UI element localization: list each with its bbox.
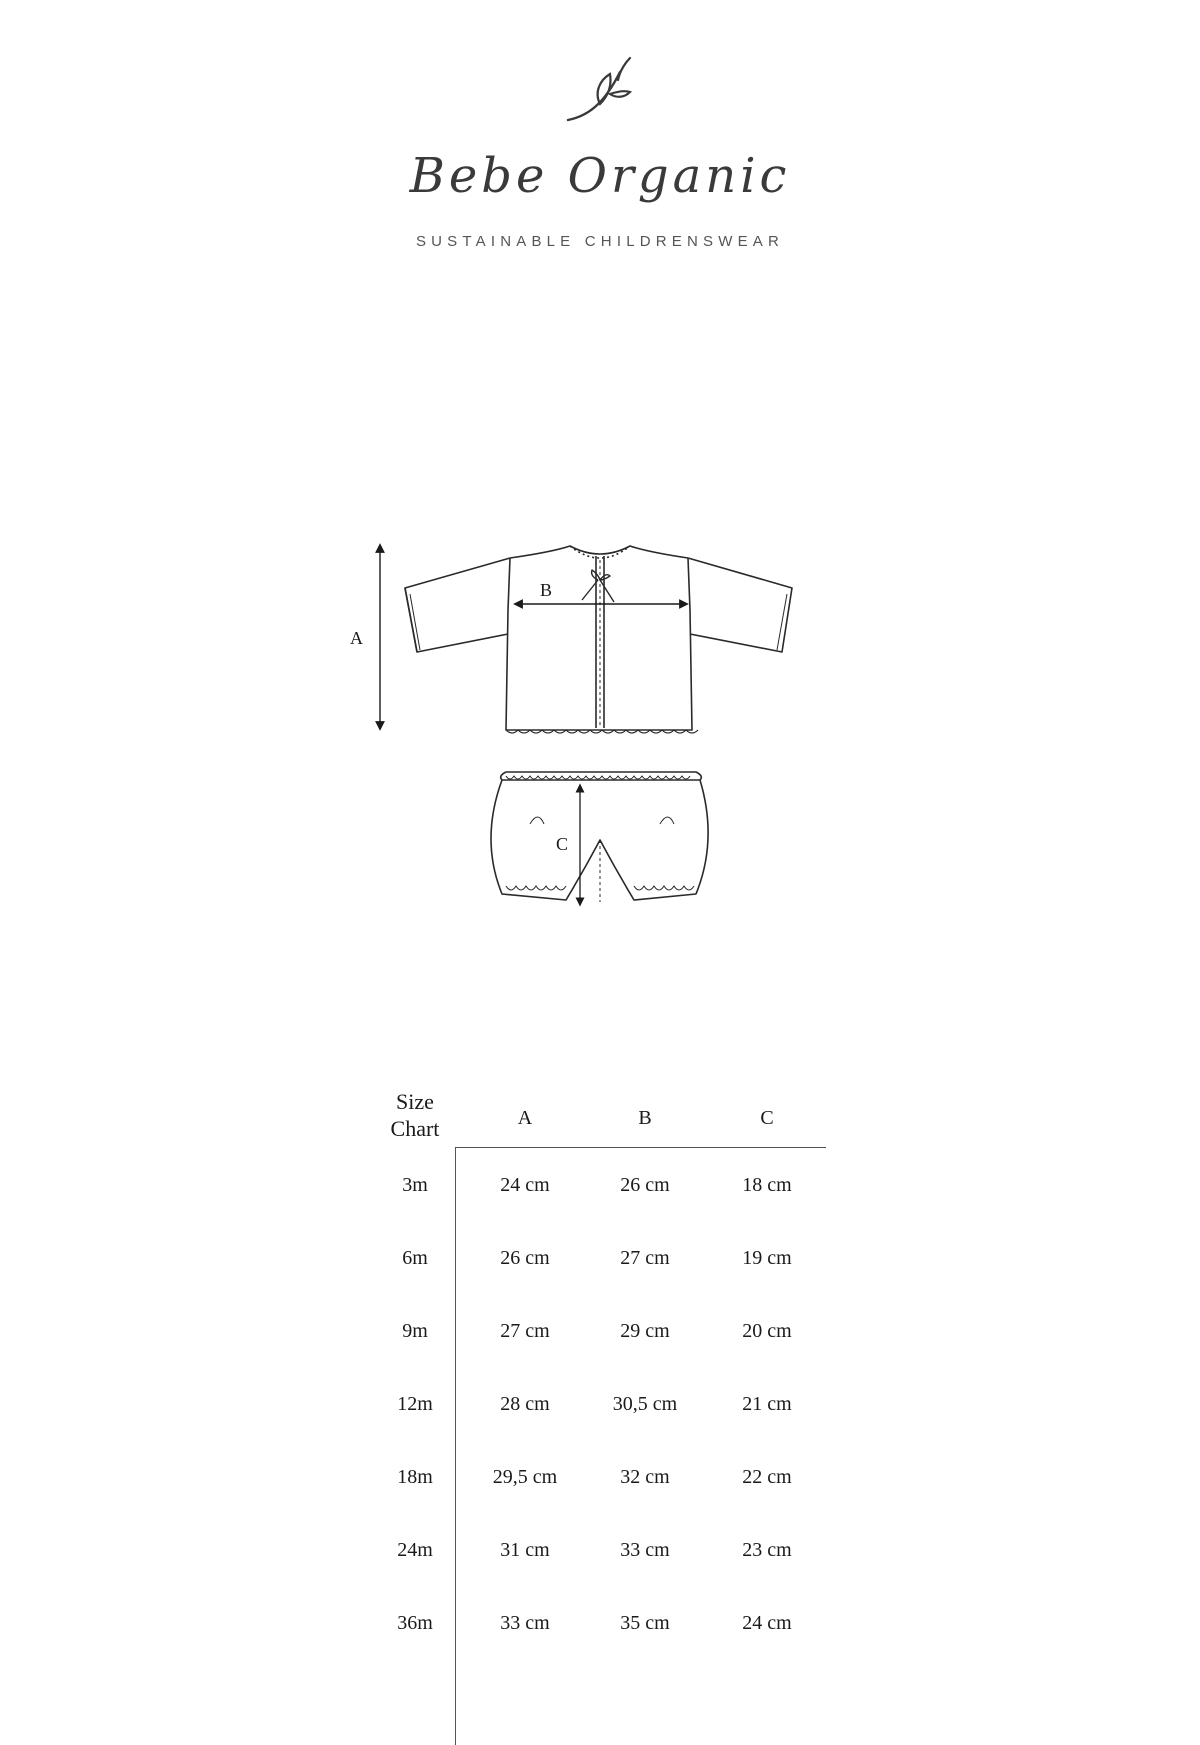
measure-b-cell: 30,5 cm bbox=[612, 1393, 678, 1415]
measure-a-label: A bbox=[350, 628, 363, 648]
measure-c-cell: 18 cm bbox=[742, 1174, 792, 1196]
column-header-a: A bbox=[517, 1107, 533, 1129]
measure-a-cell: 26 cm bbox=[500, 1247, 550, 1269]
table-row bbox=[360, 1392, 830, 1465]
header-divider bbox=[456, 1147, 826, 1148]
measure-c-cell: 23 cm bbox=[742, 1539, 792, 1561]
size-cell: 6m bbox=[402, 1247, 428, 1269]
table-row bbox=[360, 1538, 830, 1611]
size-cell: 3m bbox=[402, 1174, 428, 1196]
measure-a-cell: 31 cm bbox=[500, 1539, 550, 1561]
measure-b-cell: 26 cm bbox=[620, 1174, 670, 1196]
measure-c-cell: 21 cm bbox=[742, 1393, 792, 1415]
measure-a-cell: 28 cm bbox=[500, 1393, 550, 1415]
garment-diagram bbox=[330, 540, 850, 940]
measure-c-cell: 24 cm bbox=[742, 1612, 792, 1634]
measure-c-cell: 22 cm bbox=[742, 1466, 792, 1488]
measure-a-cell: 27 cm bbox=[500, 1320, 550, 1342]
table-row bbox=[360, 1246, 830, 1319]
measure-c-cell: 19 cm bbox=[742, 1247, 792, 1269]
leaf-sprig-icon bbox=[560, 52, 640, 128]
size-cell: 36m bbox=[397, 1612, 433, 1634]
table-row bbox=[360, 1319, 830, 1392]
table-row bbox=[360, 1173, 830, 1246]
measure-c-label: C bbox=[556, 834, 569, 854]
size-cell: 18m bbox=[397, 1466, 433, 1488]
column-header-b: B bbox=[638, 1107, 652, 1129]
measure-b-label: B bbox=[540, 580, 553, 600]
measure-b-cell: 35 cm bbox=[620, 1612, 670, 1634]
table-row bbox=[360, 1465, 830, 1538]
size-cell: 24m bbox=[397, 1539, 433, 1561]
measure-a-cell: 29,5 cm bbox=[492, 1466, 558, 1488]
size-chart-rows bbox=[360, 1173, 830, 1684]
measure-a-cell: 24 cm bbox=[500, 1174, 550, 1196]
brand-tagline: SUSTAINABLE CHILDRENSWEAR bbox=[415, 233, 785, 250]
jacket-drawing bbox=[405, 546, 792, 733]
measure-b-cell: 33 cm bbox=[620, 1539, 670, 1561]
column-header-c: C bbox=[760, 1107, 774, 1129]
brand-name: Bebe Organic bbox=[409, 148, 791, 204]
measure-c-cell: 20 cm bbox=[742, 1320, 792, 1342]
size-chart-header bbox=[360, 1085, 830, 1145]
table-row bbox=[360, 1611, 830, 1684]
size-cell: 9m bbox=[402, 1320, 428, 1342]
size-chart-title-line2: Chart bbox=[390, 1116, 440, 1141]
brand-header bbox=[0, 0, 1200, 270]
size-chart-title-line1: Size bbox=[396, 1089, 434, 1114]
measure-b-cell: 27 cm bbox=[620, 1247, 670, 1269]
measure-b-cell: 32 cm bbox=[620, 1466, 670, 1488]
measure-a-cell: 33 cm bbox=[500, 1612, 550, 1634]
size-chart-title bbox=[360, 1088, 470, 1142]
size-cell: 12m bbox=[397, 1393, 433, 1415]
bloomers-drawing bbox=[491, 772, 708, 902]
measure-b-cell: 29 cm bbox=[620, 1320, 670, 1342]
